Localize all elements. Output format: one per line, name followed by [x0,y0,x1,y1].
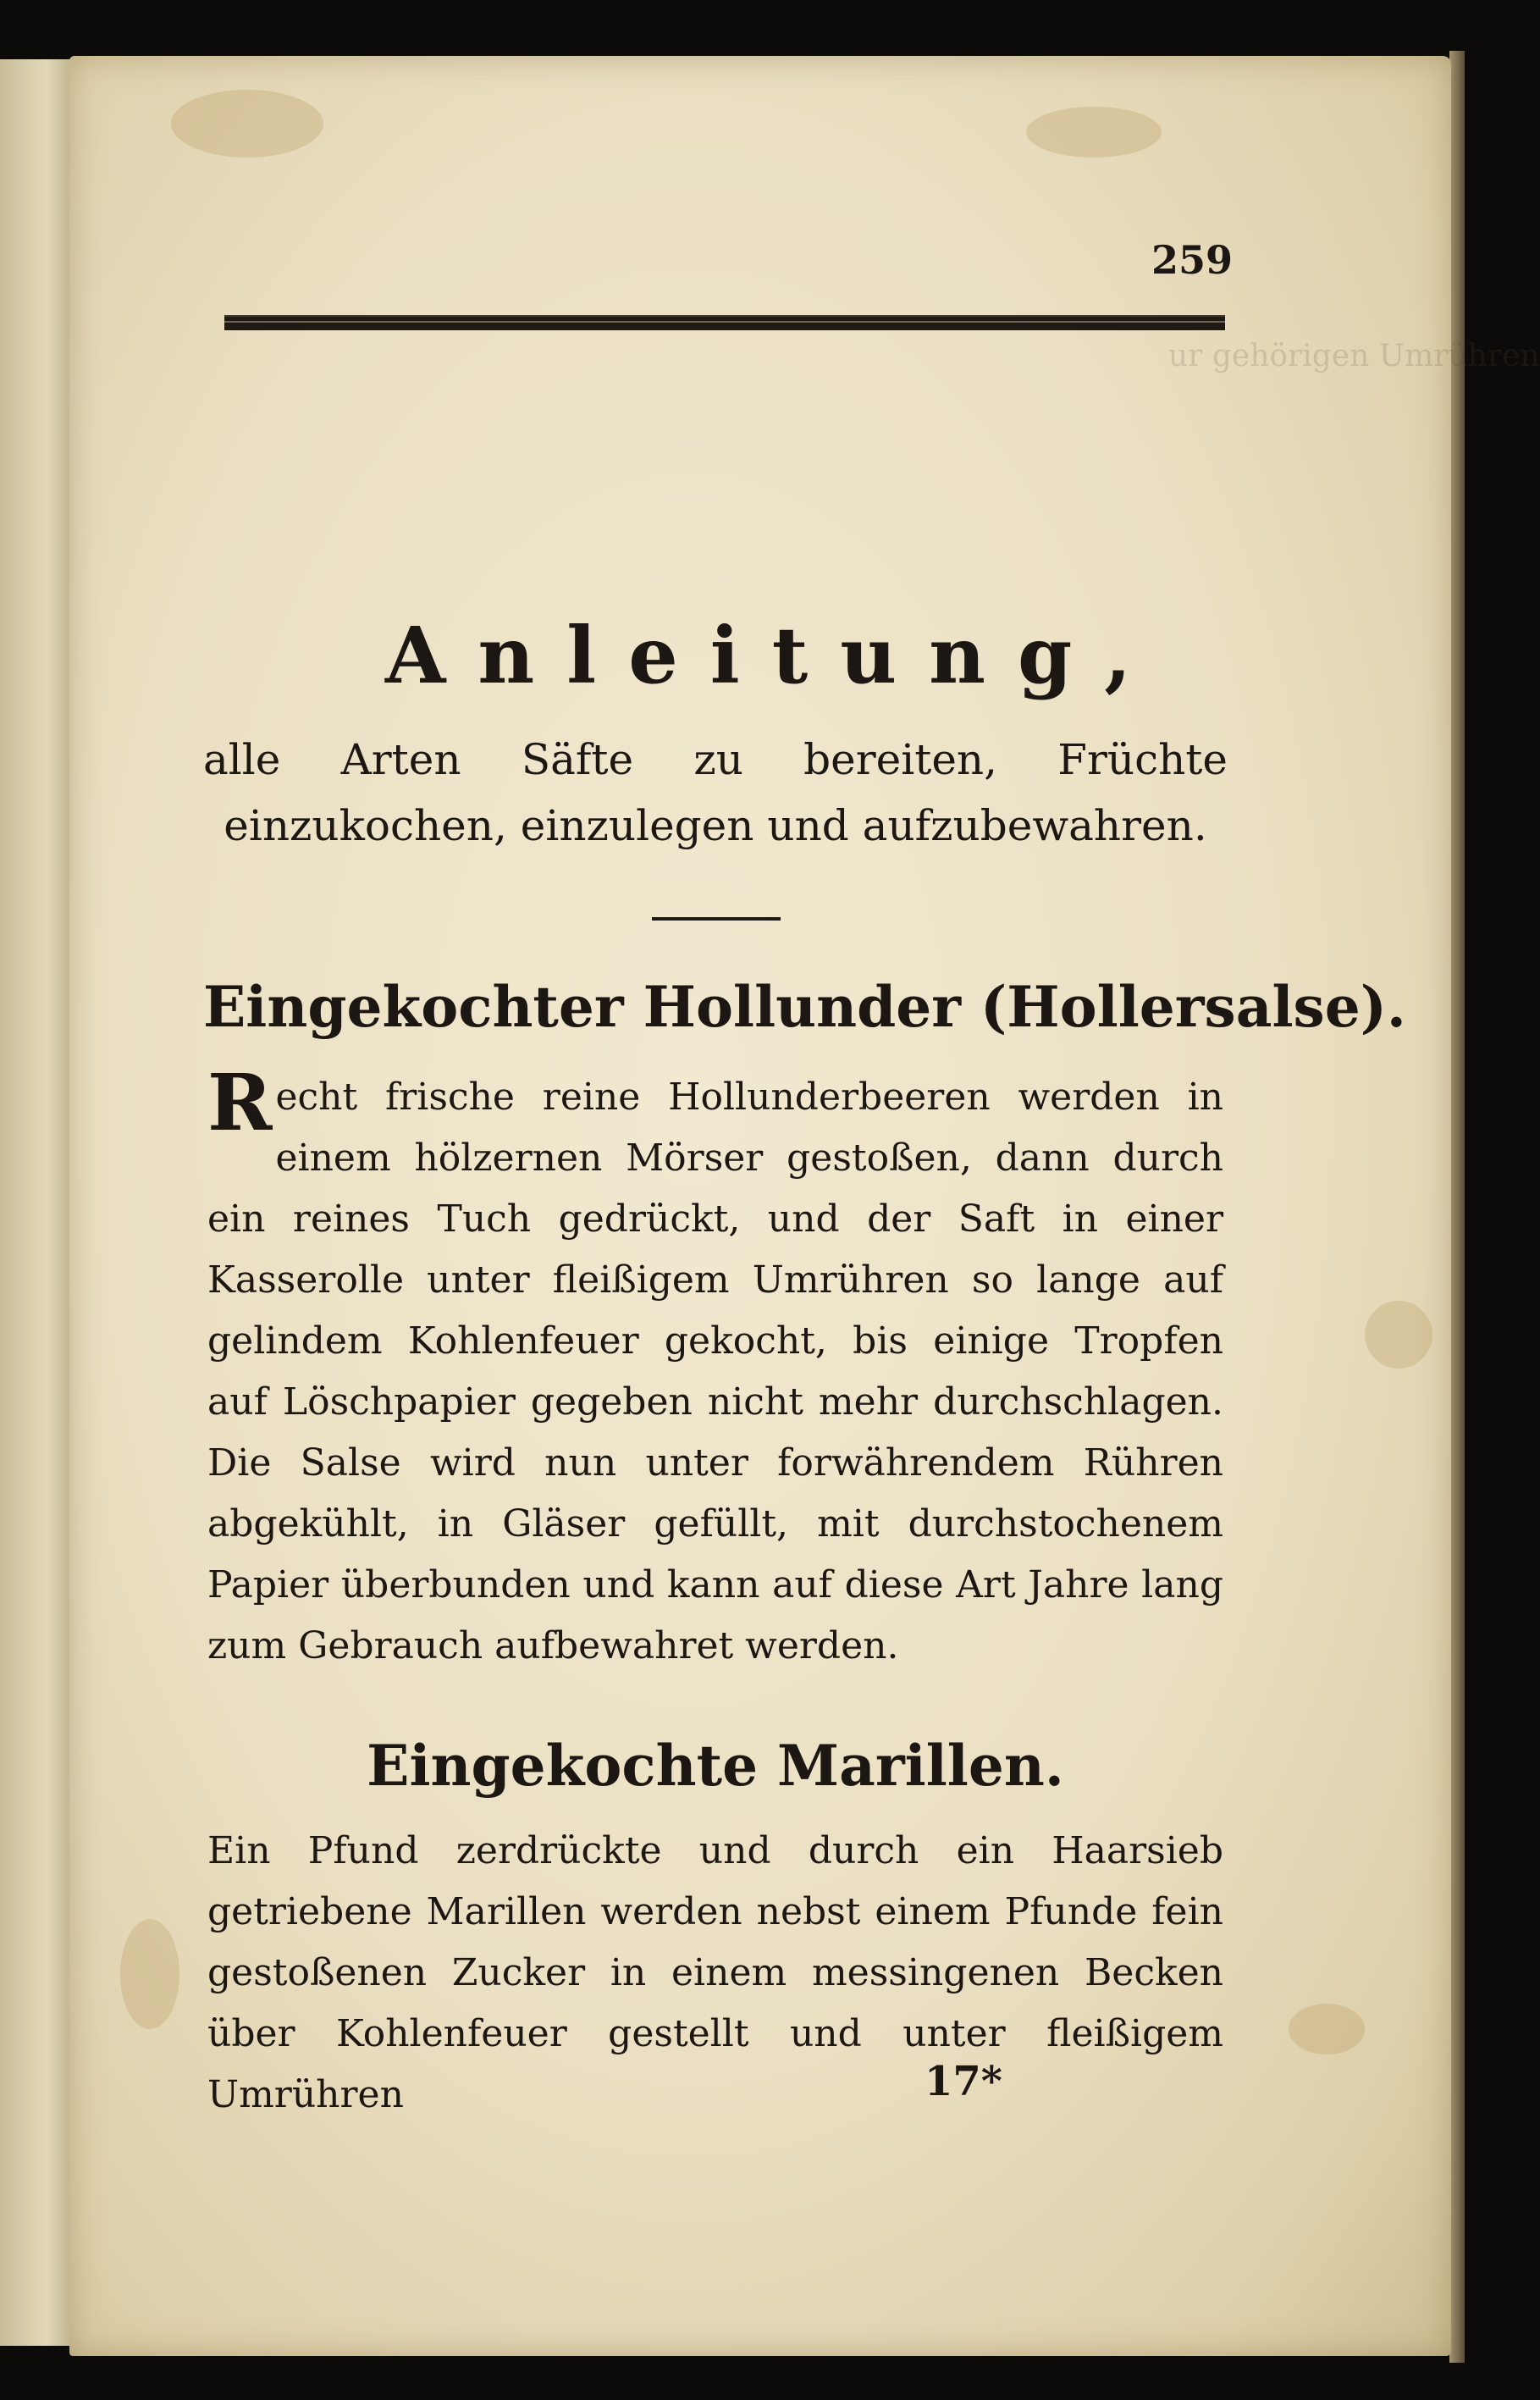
bleed-through-text: ur gehörigen Umrühren [1168,339,1540,373]
section-heading: Eingekochte Marillen. [367,1733,1064,1799]
paper-stain [1026,107,1162,158]
paper-stain [1365,1301,1432,1369]
section-paragraph [207,1057,1223,1677]
paper-stain [171,90,323,158]
facing-page-edge [0,59,80,2346]
paper-stain [120,1919,179,2029]
header-rule [224,315,1225,330]
page-number: 259 [1151,237,1234,283]
page-subtitle: alle Arten Säfte zu bereiten, Früchte einzukochen, einzulegen und aufzubewahren. [203,735,1228,850]
drop-cap: R [207,1057,273,1148]
page-edge [1449,51,1465,2363]
page-title: Anleitung, [385,610,1164,701]
signature-mark: 17* [925,2058,1002,2105]
section-heading: Eingekochter Hollunder (Hollersalse). [203,974,1406,1040]
section-divider [652,917,781,921]
paper-stain [1289,2004,1365,2054]
section-paragraph: Ein Pfund zerdrückte und durch ein Haarsieb getriebene Marillen werden nebst einem Pfunde fein gestoßenen Zucker in einem messingenen Becken über Kohlenfeuer gestellt und unter fleißigem Umrühren [207,1829,1223,2116]
paragraph-text: echt frische reine Hollunderbeeren werden in einem hölzernen Mörser gestoßen, dann durch ein reines Tuch gedrückt, und der Saft in einer Kasserolle unter fleißigem Umrühren so lange auf gelindem Kohlenfeuer gekocht, bis einige Tropfen auf Löschpapier gegeben nicht mehr durchschlagen. Die Salse wird nun unter forwährendem Rühren abgekühlt, in Gläser gefüllt, mit durchstochenem Papier überbunden und kann auf diese Art Jahre lang zum Gebrauch aufbewahret werden. [207,1076,1223,1667]
